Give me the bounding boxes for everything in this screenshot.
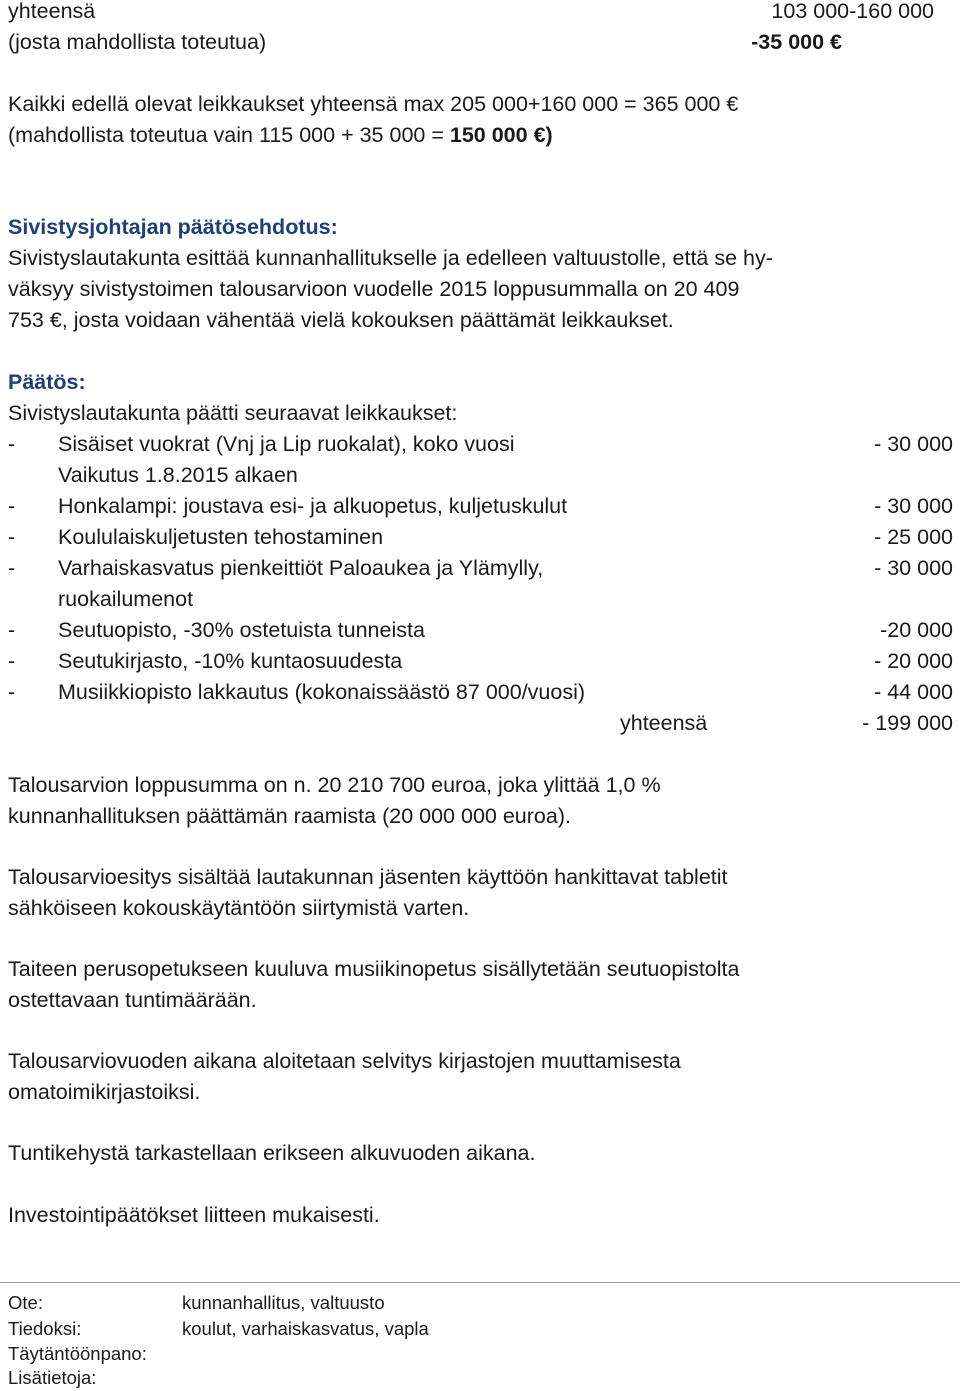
item-amount: - 30 000 — [874, 432, 953, 456]
summary-line-2-bold: 150 000 €) — [449, 123, 553, 147]
decision-item — [0, 648, 960, 674]
footer-tiedoksi-label: Tiedoksi: — [8, 1318, 82, 1339]
summary-line-2-text: (mahdollista toteutua vain 115 000 + 35 000 = — [8, 123, 450, 147]
proposal-heading: Sivistysjohtajan päätösehdotus: — [8, 215, 338, 239]
footer-lisatietoja-label: Lisätietoja: — [8, 1367, 97, 1388]
item-text: Seutukirjasto, -10% kuntaosuudesta — [58, 649, 403, 673]
item-dash: - — [8, 525, 16, 549]
top-feasible-value: -35 000 € — [751, 30, 842, 54]
item-text: Koululaiskuljetusten tehostaminen — [58, 525, 384, 549]
paragraph-3-line-2: ostettavaan tuntimäärään. — [8, 988, 257, 1012]
decision-total — [0, 710, 960, 736]
item-dash: - — [8, 649, 16, 673]
item-amount: - 30 000 — [874, 494, 953, 518]
top-total-label: yhteensä — [8, 0, 96, 23]
paragraph-3-line-1: Taiteen perusopetukseen kuuluva musiikinopetus sisällytetään seutuopistolta — [8, 957, 740, 981]
paragraph-1-line-1: Talousarvion loppusumma on n. 20 210 700 euroa, joka ylittää 1,0 % — [8, 773, 661, 797]
item-extra-text: Vaikutus 1.8.2015 alkaen — [58, 463, 298, 487]
decision-total-label: yhteensä — [620, 711, 708, 735]
item-amount: - 20 000 — [874, 649, 953, 673]
decision-heading: Päätös: — [8, 370, 86, 394]
decision-item-extra — [0, 586, 960, 612]
decision-item — [0, 555, 960, 581]
decision-item-extra — [0, 462, 960, 488]
item-dash: - — [8, 618, 16, 642]
decision-item — [0, 431, 960, 457]
paragraph-4-line-1: Talousarviovuoden aikana aloitetaan selvitys kirjastojen muuttamisesta — [8, 1049, 681, 1073]
decision-intro: Sivistyslautakunta päätti seuraavat leikkaukset: — [8, 401, 458, 425]
paragraph-6: Investointipäätökset liitteen mukaisesti. — [8, 1203, 380, 1227]
item-text: Honkalampi: joustava esi- ja alkuopetus, kuljetuskulut — [58, 494, 568, 518]
top-total-value: 103 000-160 000 — [771, 0, 934, 23]
footer-ote-label: Ote: — [8, 1292, 43, 1313]
item-amount: - 30 000 — [874, 556, 953, 580]
footer-tiedoksi-value: koulut, varhaiskasvatus, vapla — [182, 1318, 429, 1339]
decision-item — [0, 493, 960, 519]
item-dash: - — [8, 432, 16, 456]
item-text: Varhaiskasvatus pienkeittiöt Paloaukea ja Ylämylly, — [58, 556, 544, 580]
footer-divider — [0, 1282, 960, 1283]
item-dash: - — [8, 556, 16, 580]
top-feasible-label: (josta mahdollista toteutua) — [8, 30, 267, 54]
item-amount: -20 000 — [880, 618, 953, 642]
item-text: Seutuopisto, -30% ostetuista tunneista — [58, 618, 425, 642]
paragraph-2-line-1: Talousarvioesitys sisältää lautakunnan jäsenten käyttöön hankittavat tabletit — [8, 865, 728, 889]
summary-line-1: Kaikki edellä olevat leikkaukset yhteensä max 205 000+160 000 = 365 000 € — [8, 92, 739, 116]
item-amount: - 25 000 — [874, 525, 953, 549]
item-text: Sisäiset vuokrat (Vnj ja Lip ruokalat), koko vuosi — [58, 432, 515, 456]
footer-taytantoonpano-label: Täytäntöönpano: — [8, 1343, 147, 1364]
footer-ote-value: kunnanhallitus, valtuusto — [182, 1292, 385, 1313]
proposal-line-1: Sivistyslautakunta esittää kunnanhallitukselle ja edelleen valtuustolle, että se hy- — [8, 246, 773, 270]
item-extra-text: ruokailumenot — [58, 587, 194, 611]
summary-line-2 — [8, 122, 553, 148]
item-dash: - — [8, 494, 16, 518]
decision-total-amount: - 199 000 — [862, 711, 953, 735]
paragraph-1-line-2: kunnanhallituksen päättämän raamista (20 000 000 euroa). — [8, 804, 571, 828]
item-amount: - 44 000 — [874, 680, 953, 704]
item-dash: - — [8, 680, 16, 704]
decision-item — [0, 679, 960, 705]
decision-item — [0, 524, 960, 550]
item-text: Musiikkiopisto lakkautus (kokonaissäästö 87 000/vuosi) — [58, 680, 586, 704]
paragraph-4-line-2: omatoimikirjastoiksi. — [8, 1080, 201, 1104]
paragraph-2-line-2: sähköiseen kokouskäytäntöön siirtymistä varten. — [8, 896, 470, 920]
proposal-line-3: 753 €, josta voidaan vähentää vielä kokouksen päättämät leikkaukset. — [8, 308, 674, 332]
paragraph-5: Tuntikehystä tarkastellaan erikseen alkuvuoden aikana. — [8, 1141, 536, 1165]
decision-item — [0, 617, 960, 643]
proposal-line-2: väksyy sivistystoimen talousarvioon vuodelle 2015 loppusummalla on 20 409 — [8, 277, 740, 301]
